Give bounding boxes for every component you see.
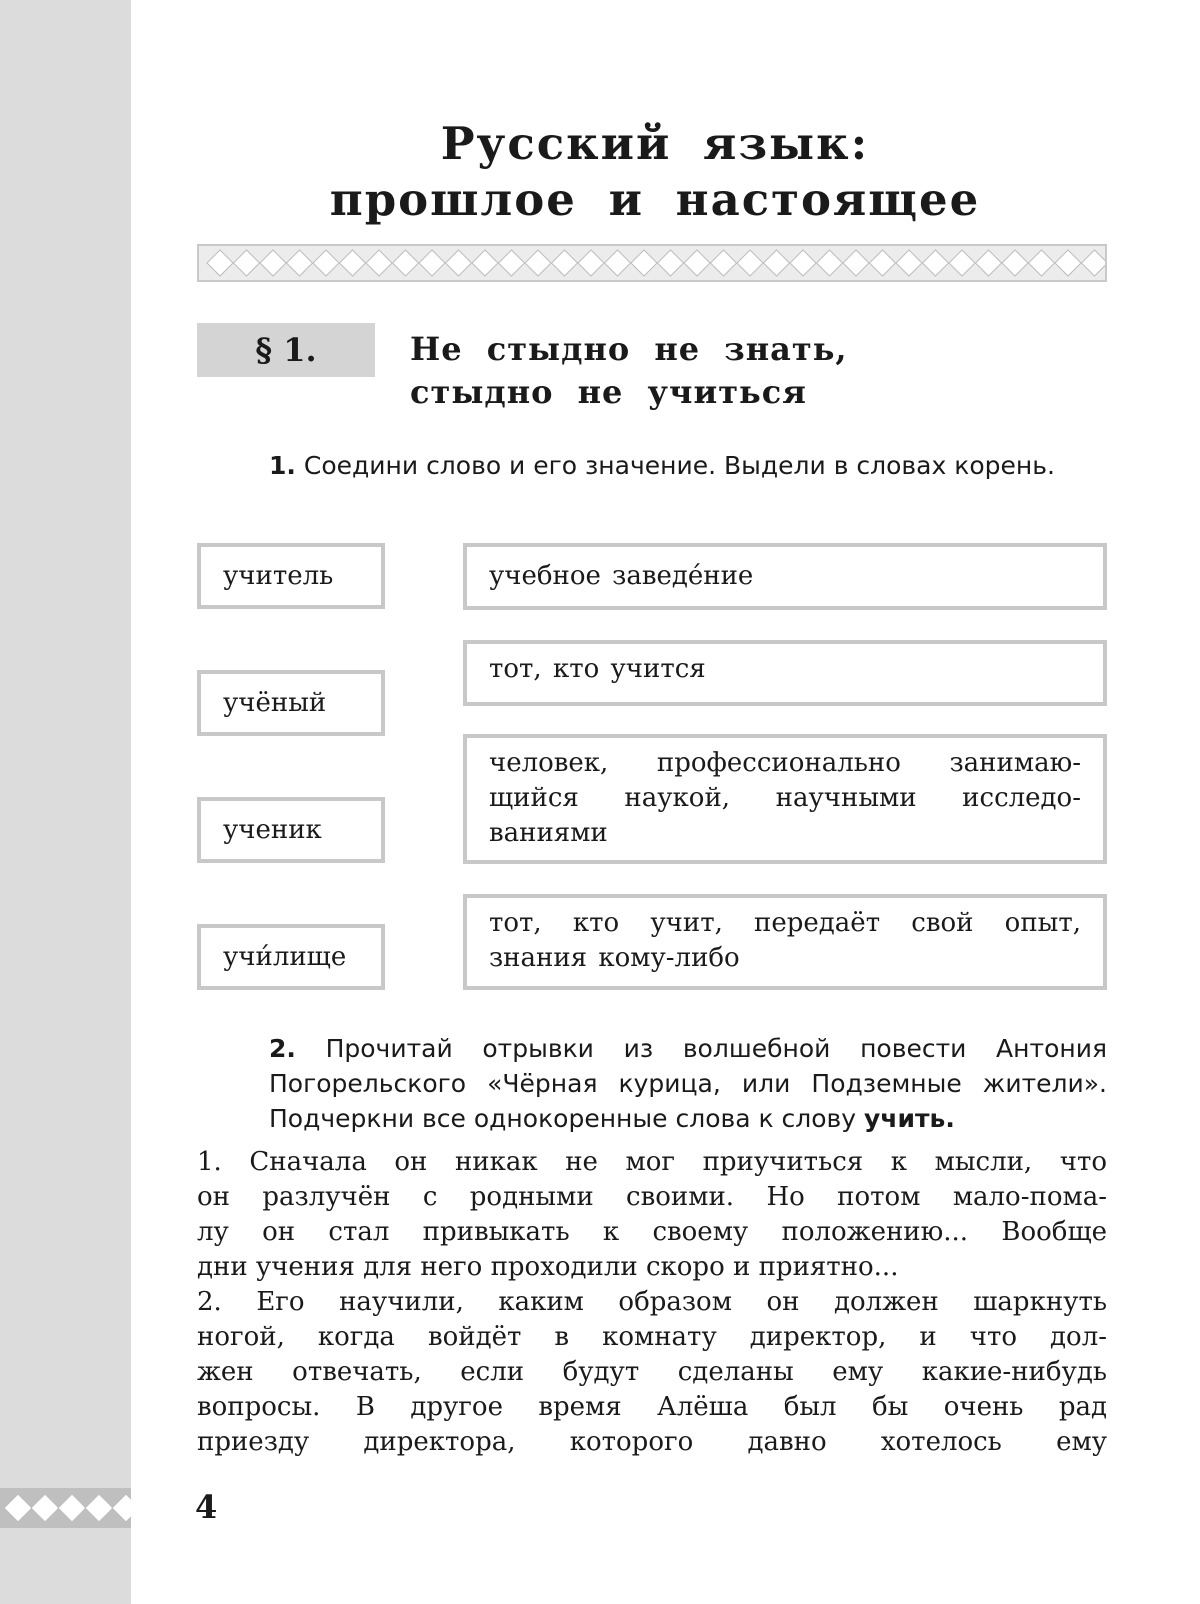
chapter-title-line1: Русский язык: xyxy=(440,117,870,170)
passage-line: он разлучён с родными своими. Но потом мало-пома- xyxy=(197,1182,1107,1212)
word-box[interactable]: учи́лище xyxy=(197,924,385,990)
diamond-icon xyxy=(896,250,922,276)
diamond-icon xyxy=(287,250,313,276)
diamond-icon xyxy=(1002,250,1028,276)
diamond-icon xyxy=(631,250,657,276)
passage-line: жен отвечать, если будут сделаны ему какие-нибудь xyxy=(197,1357,1107,1387)
diamond-icon xyxy=(499,250,525,276)
diamond-icon xyxy=(207,250,233,276)
passage-line: лу он стал привыкать к своему положению... Вообще xyxy=(197,1217,1107,1247)
task-1-instructions xyxy=(269,448,1107,483)
diamond-icon xyxy=(472,250,498,276)
diamond-icon xyxy=(260,250,286,276)
diamond-icon xyxy=(112,1494,131,1522)
task-keyword: учить xyxy=(864,1104,946,1133)
passage-line: 2. Его научили, каким образом он должен шаркнуть xyxy=(197,1287,1107,1317)
passage-line: дни учения для него проходили скоро и приятно... xyxy=(197,1252,899,1282)
diamond-icon xyxy=(658,250,684,276)
section-title-line1: Не стыдно не знать, xyxy=(410,330,848,368)
diamond-icon xyxy=(58,1494,86,1522)
task-number: 1. xyxy=(269,451,296,480)
chapter-title xyxy=(200,116,1110,228)
diamond-icon xyxy=(923,250,949,276)
section-title xyxy=(410,328,1110,414)
diamond-icon xyxy=(446,250,472,276)
diamond-icon xyxy=(31,1494,59,1522)
word-box[interactable]: учитель xyxy=(197,543,385,609)
definition-box[interactable]: учебное заведе́ние xyxy=(463,543,1107,610)
word-box[interactable]: учёный xyxy=(197,670,385,736)
left-margin-strip xyxy=(0,0,131,1604)
passage-line: ногой, когда войдёт в комнату директор, и что дол- xyxy=(197,1322,1107,1352)
diamond-icon xyxy=(711,250,737,276)
diamond-icon xyxy=(949,250,975,276)
diamond-icon xyxy=(393,250,419,276)
diamond-icon xyxy=(843,250,869,276)
passage-line: приезду директора, которого давно хотелось ему xyxy=(197,1427,1107,1457)
diamond-icon xyxy=(85,1494,113,1522)
diamond-icon xyxy=(1082,250,1106,276)
diamond-icon xyxy=(552,250,578,276)
diamond-icon xyxy=(419,250,445,276)
page-number: 4 xyxy=(195,1488,218,1526)
diamond-icon xyxy=(525,250,551,276)
diamond-icon xyxy=(366,250,392,276)
diamond-icon xyxy=(1055,250,1081,276)
task-text: Прочитай отрывки из волшебной повести Антония Погорельского «Чёрная курица, или Подземные жители». Подчеркни все однокоренные слова к слову xyxy=(269,1034,1107,1133)
diamond-icon xyxy=(578,250,604,276)
diamond-icon xyxy=(737,250,763,276)
definition-box[interactable]: тот, кто учится xyxy=(463,640,1107,706)
passage-line: 1. Сначала он никак не мог приучиться к мысли, что xyxy=(197,1147,1107,1177)
task-2-instructions xyxy=(269,1031,1107,1136)
diamond-icon xyxy=(764,250,790,276)
diamond-icon xyxy=(313,250,339,276)
diamond-icon xyxy=(684,250,710,276)
task-number: 2. xyxy=(269,1034,296,1063)
definition-box[interactable]: человек, профессионально занимаю-щийся наукой, научными исследо-ваниями xyxy=(463,734,1107,864)
diamond-icon xyxy=(234,250,260,276)
section-number-badge: § 1. xyxy=(197,323,375,377)
task-end: . xyxy=(945,1104,955,1133)
word-box[interactable]: ученик xyxy=(197,797,385,863)
story-excerpt xyxy=(197,1145,1107,1460)
diamond-row-ornament-icon xyxy=(197,244,1107,282)
passage-line: вопросы. В другое время Алёша был бы очень рад xyxy=(197,1392,1107,1422)
diamond-icon xyxy=(1029,250,1055,276)
section-title-line2: стыдно не учиться xyxy=(410,373,807,411)
diamond-icon xyxy=(976,250,1002,276)
diamond-icon xyxy=(790,250,816,276)
task-text: Соедини слово и его значение. Выдели в словах корень. xyxy=(303,451,1055,480)
definition-box[interactable]: тот, кто учит, передаёт свой опыт, знания кому-либо xyxy=(463,894,1107,990)
diamond-corner-ornament-icon xyxy=(0,1488,131,1528)
chapter-title-line2: прошлое и настоящее xyxy=(329,173,981,226)
diamond-icon xyxy=(870,250,896,276)
diamond-icon xyxy=(340,250,366,276)
diamond-icon xyxy=(817,250,843,276)
diamond-icon xyxy=(605,250,631,276)
diamond-icon xyxy=(4,1494,32,1522)
